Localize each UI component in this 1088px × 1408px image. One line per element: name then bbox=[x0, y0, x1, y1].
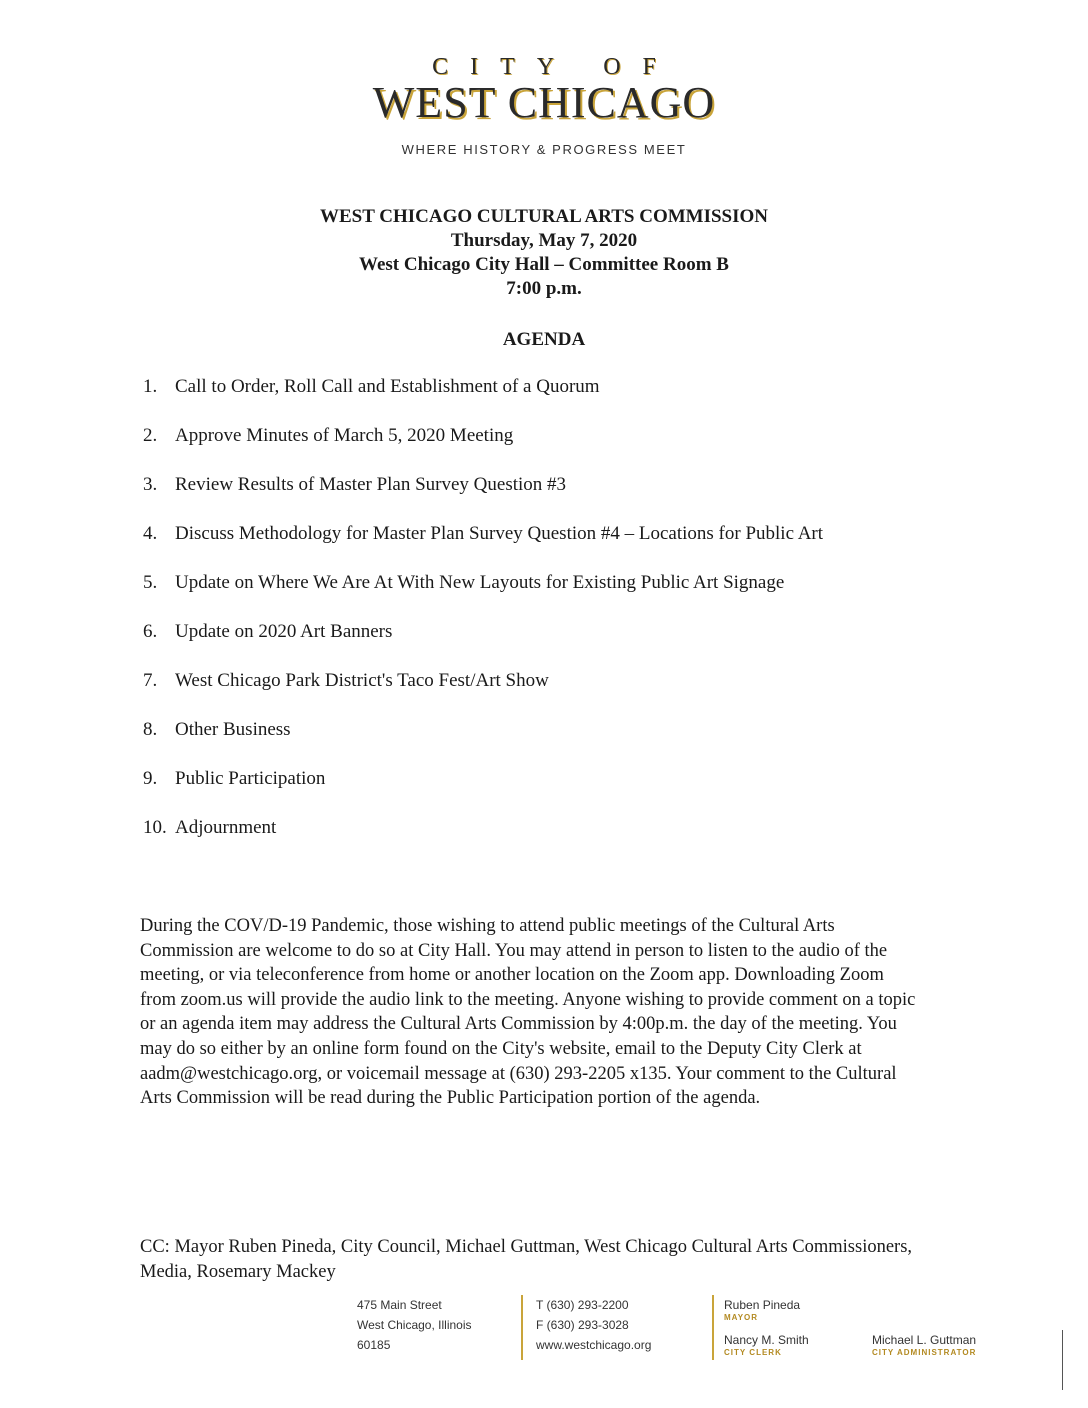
agenda-title: AGENDA bbox=[502, 329, 586, 350]
scan-edge-line bbox=[1062, 1330, 1063, 1390]
agenda-item bbox=[143, 474, 823, 523]
footer-fax: F (630) 293-3028 bbox=[536, 1318, 629, 1332]
agenda-item bbox=[143, 376, 823, 425]
agenda-item-number: 3. bbox=[143, 474, 158, 495]
agenda-item bbox=[143, 768, 823, 817]
agenda-item-text: Discuss Methodology for Master Plan Survey Question #4 – Locations for Public Art bbox=[175, 523, 824, 544]
clerk-title: CITY CLERK bbox=[724, 1348, 782, 1357]
footer-divider bbox=[712, 1295, 714, 1360]
footer-mayor bbox=[724, 1298, 800, 1323]
cc-list: CC: Mayor Ruben Pineda, City Council, Michael Guttman, West Chicago Cultural Arts Commissioners, Media, Rosemary Mackey bbox=[140, 1237, 913, 1282]
agenda-item-text: Review Results of Master Plan Survey Question #3 bbox=[175, 474, 567, 495]
covid-notice: During the COV/D-19 Pandemic, those wishing to attend public meetings of the Cultural Arts Commission are welcome to do so at City Hall. You may attend in person to listen to the audio of the meeting, or via teleconference from home or another location on the Zoom app. Downloading Zoom from zoom.us will provide the audio link to the meeting. Anyone wishing to provide comment on a topic or an agenda item may address the Cultural Arts Commission by 4:00p.m. the day of the meeting. You may do so either by an online form found on the City's website, email to the Deputy City Clerk at aadm@westchicago.org, or voicemail message at (630) 293-2205 x135. Your comment to the Cultural Arts Commission will be read during the Public Participation portion of the agenda. bbox=[140, 916, 916, 1109]
footer-phone: T (630) 293-2200 bbox=[536, 1298, 629, 1312]
meeting-time: 7:00 p.m. bbox=[506, 278, 582, 299]
agenda-item bbox=[143, 670, 823, 719]
agenda-item bbox=[143, 425, 823, 474]
commission-name: WEST CHICAGO CULTURAL ARTS COMMISSION bbox=[319, 206, 769, 227]
logo-city-name: WEST CHICAGO bbox=[372, 78, 716, 127]
logo-tagline: WHERE HISTORY & PROGRESS MEET bbox=[401, 142, 687, 157]
logo-city-of: CITY OF bbox=[432, 54, 678, 80]
agenda-item bbox=[143, 572, 823, 621]
agenda-item-text: Approve Minutes of March 5, 2020 Meeting bbox=[175, 425, 514, 446]
agenda-item-text: Update on Where We Are At With New Layouts for Existing Public Art Signage bbox=[175, 572, 785, 593]
agenda-item-text: West Chicago Park District's Taco Fest/Art Show bbox=[175, 670, 549, 691]
agenda-item bbox=[143, 621, 823, 670]
agenda-item-text: Public Participation bbox=[175, 768, 326, 789]
address-zip: 60185 bbox=[357, 1338, 391, 1352]
agenda-item-text: Update on 2020 Art Banners bbox=[175, 621, 393, 642]
address-street: 475 Main Street bbox=[357, 1298, 442, 1312]
agenda-item-text: Adjournment bbox=[175, 817, 277, 838]
agenda-item-number: 9. bbox=[143, 768, 158, 789]
footer-divider bbox=[521, 1295, 523, 1360]
administrator-title: CITY ADMINISTRATOR bbox=[872, 1348, 977, 1357]
city-logo bbox=[0, 52, 1088, 157]
agenda-item bbox=[143, 719, 823, 768]
meeting-header bbox=[0, 205, 1088, 301]
meeting-date: Thursday, May 7, 2020 bbox=[450, 230, 638, 251]
address-city: West Chicago, Illinois bbox=[357, 1318, 472, 1332]
agenda-item-text: Other Business bbox=[175, 719, 291, 740]
administrator-name: Michael L. Guttman bbox=[872, 1333, 977, 1347]
agenda-item-number: 10. bbox=[143, 817, 167, 838]
footer-administrator bbox=[872, 1333, 976, 1358]
agenda-item-number: 2. bbox=[143, 425, 158, 446]
footer-contact bbox=[536, 1295, 651, 1355]
footer-website[interactable]: www.westchicago.org bbox=[536, 1338, 652, 1352]
agenda-list bbox=[143, 376, 823, 866]
clerk-name: Nancy M. Smith bbox=[724, 1333, 809, 1347]
agenda-item-number: 1. bbox=[143, 376, 158, 397]
agenda-item bbox=[143, 817, 823, 866]
meeting-location: West Chicago City Hall – Committee Room B bbox=[359, 254, 729, 275]
agenda-item-number: 8. bbox=[143, 719, 158, 740]
mayor-name: Ruben Pineda bbox=[724, 1298, 801, 1312]
mayor-title: MAYOR bbox=[724, 1313, 759, 1322]
agenda-item-number: 4. bbox=[143, 523, 158, 544]
agenda-item-text: Call to Order, Roll Call and Establishment of a Quorum bbox=[175, 376, 600, 397]
agenda-item bbox=[143, 523, 823, 572]
agenda-item-number: 6. bbox=[143, 621, 158, 642]
footer-clerk bbox=[724, 1333, 809, 1358]
footer-address bbox=[357, 1295, 472, 1355]
agenda-item-number: 5. bbox=[143, 572, 158, 593]
agenda-item-number: 7. bbox=[143, 670, 158, 691]
